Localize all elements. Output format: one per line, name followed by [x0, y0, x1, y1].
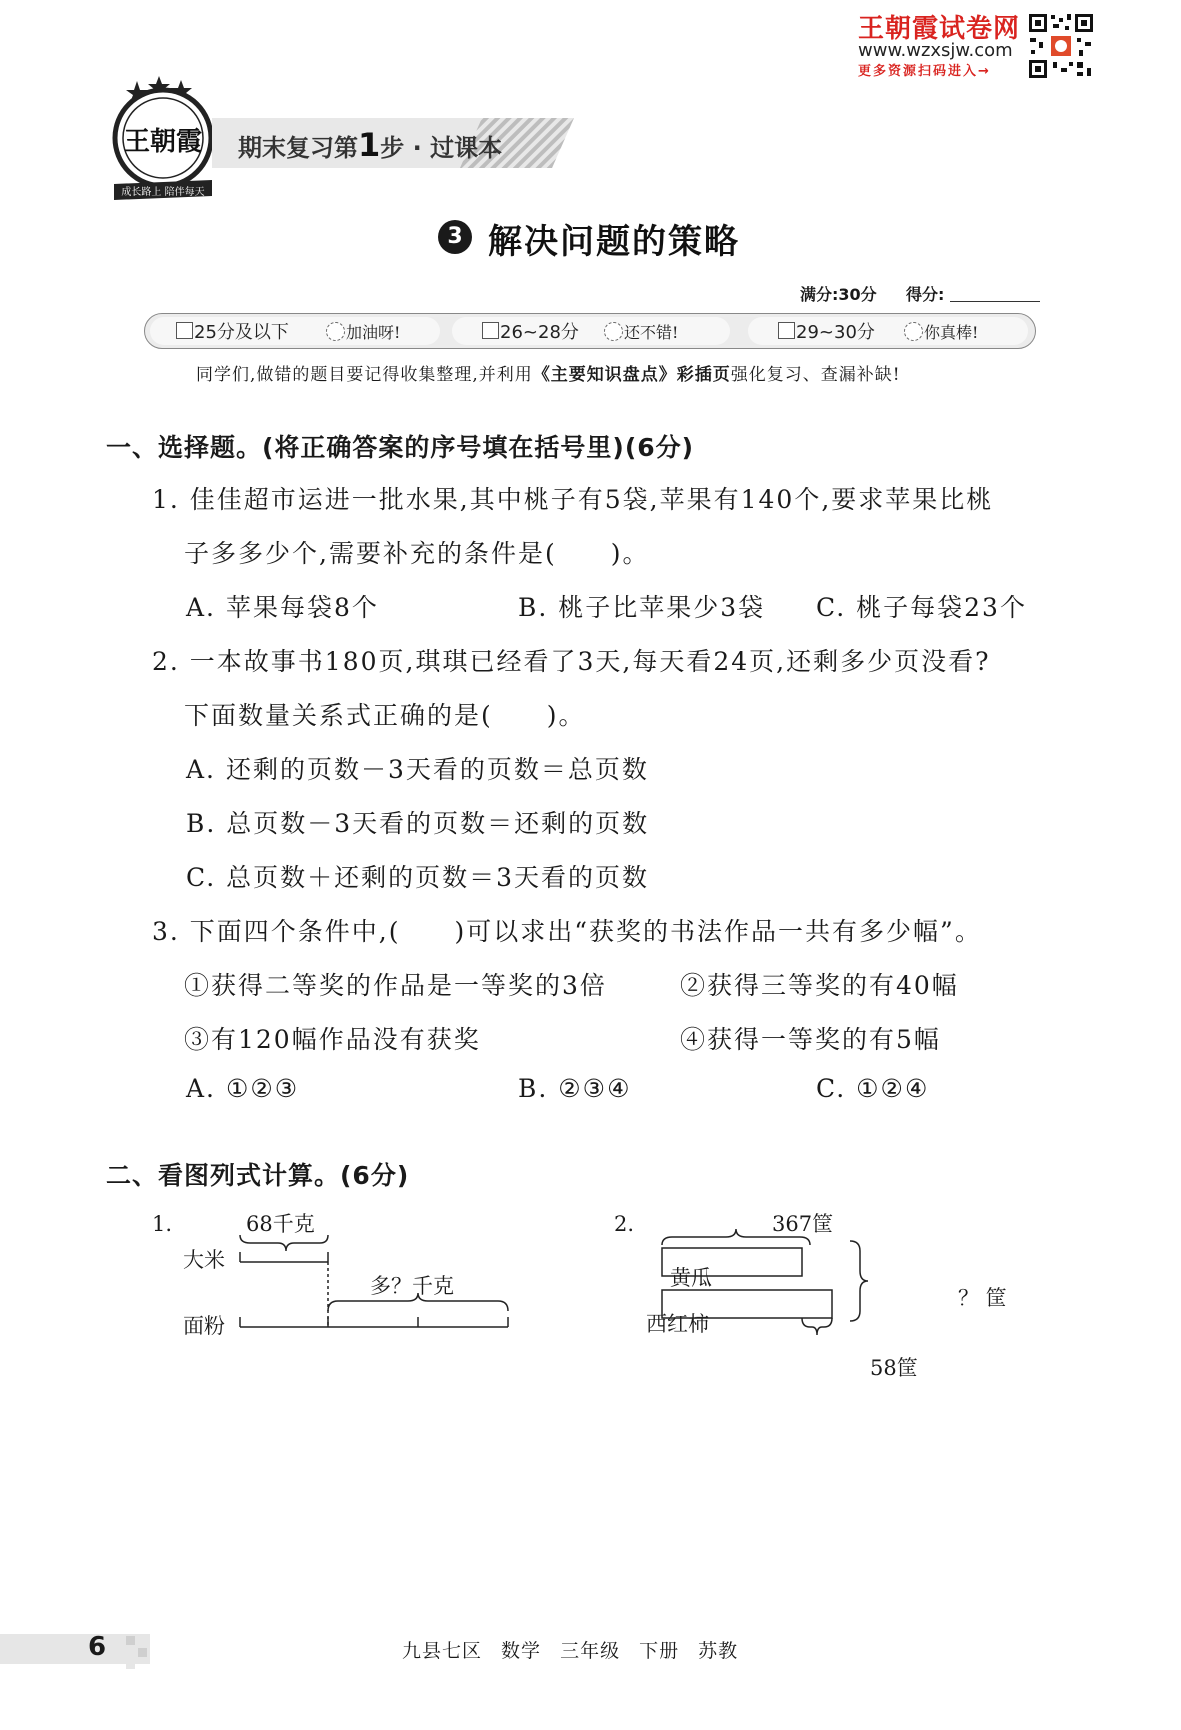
rating-cheer-2: 还不错! — [624, 323, 679, 342]
q2-option-a: A. 还剩的页数－3天看的页数＝总页数 — [186, 755, 649, 784]
rating-checkbox-1[interactable] — [176, 322, 193, 339]
q3-condition-1: ①获得二等奖的作品是一等奖的3倍 — [184, 971, 607, 1000]
rating-cheer-1: 加油呀! — [346, 323, 401, 342]
notice-text: 同学们,做错的题目要记得收集整理,并利用《主要知识盘点》彩插页强化复习、查漏补缺! — [196, 365, 901, 385]
diagram-1-flour-label: 面粉 — [183, 1314, 225, 1338]
q3-condition-3: ③有120幅作品没有获奖 — [184, 1025, 481, 1054]
diagram-2-tomato-bar — [662, 1290, 832, 1318]
qr-code-icon[interactable] — [1027, 12, 1095, 80]
score-label: 得分: — [906, 285, 945, 304]
diagram-2-right-brace — [850, 1241, 868, 1321]
diagram-1-question-brace — [328, 1293, 508, 1311]
footer-info: 九县七区 数学 三年级 下册 苏教 — [402, 1640, 739, 1662]
q3-option-b: B. ②③④ — [518, 1074, 632, 1103]
page-number: 6 — [88, 1632, 107, 1662]
brand-url[interactable]: www.wzxsjw.com — [858, 40, 1013, 61]
rating-range-1: 25分及以下 — [194, 322, 289, 343]
q2-option-c: C. 总页数＋还剩的页数＝3天看的页数 — [186, 863, 650, 892]
logo-name: 王朝霞 — [123, 127, 203, 157]
footer-decoration — [126, 1660, 135, 1669]
page-title: 解决问题的策略 — [488, 222, 740, 262]
section-2-title: 二、看图列式计算。(6分) — [106, 1161, 410, 1190]
wangzhaoxia-logo — [104, 76, 222, 208]
section-1-title: 一、选择题。(将正确答案的序号填在括号里)(6分) — [106, 433, 695, 462]
cheer-face-icon — [326, 322, 345, 341]
rating-checkbox-3[interactable] — [778, 322, 795, 339]
q3-condition-4: ④获得一等奖的有5幅 — [680, 1025, 941, 1054]
q1-line-1: 1. 佳佳超市运进一批水果,其中桃子有5袋,苹果有140个,要求苹果比桃 — [152, 485, 994, 514]
diagram-2-cucumber-bar — [662, 1248, 802, 1276]
q3-option-c: C. ①②④ — [816, 1074, 930, 1103]
score-blank[interactable] — [950, 301, 1040, 302]
diagram-2-cucumber-label: 黄瓜 — [670, 1266, 712, 1290]
q1-line-2: 子多多少个,需要补充的条件是( )。 — [184, 539, 650, 568]
diagram-1-question: 多？千克 — [370, 1274, 454, 1298]
q1-option-c: C. 桃子每袋23个 — [816, 593, 1027, 622]
diagram-1-number: 1. — [152, 1212, 173, 1236]
q2-line-1: 2. 一本故事书180页,琪琪已经看了3天,每天看24页,还剩多少页没看? — [152, 647, 991, 676]
rating-range-2: 26~28分 — [500, 322, 579, 343]
diagram-1-top-brace — [240, 1235, 328, 1251]
logo-motto: 成长路上 陪伴每天 — [121, 187, 205, 198]
diagram-2-cucumber-total: 367筐 — [772, 1212, 834, 1236]
diagram-2-bottom-brace — [802, 1318, 832, 1335]
diagram-1-rice-segment — [150, 1205, 328, 1262]
diagram-1-rice-label: 大米 — [183, 1248, 225, 1272]
line-segment-diagrams — [150, 1205, 1080, 1405]
diagram-2-question: ？ 筐 — [958, 1286, 1007, 1310]
q1-option-b: B. 桃子比苹果少3袋 — [518, 593, 766, 622]
q2-line-2: 下面数量关系式正确的是( )。 — [184, 701, 586, 730]
brand-name: 王朝霞试卷网 — [858, 14, 1021, 44]
full-score: 满分:30分 — [800, 285, 877, 304]
q2-option-b: B. 总页数－3天看的页数＝还剩的页数 — [186, 809, 650, 838]
rating-range-3: 29~30分 — [796, 322, 875, 343]
rating-cheer-3: 你真棒! — [924, 323, 979, 342]
lesson-number-badge: 3 — [438, 220, 472, 254]
diagram-2-top-brace — [662, 1229, 810, 1245]
diagram-2-tomato-label: 西红柿 — [646, 1312, 709, 1336]
rating-checkbox-2[interactable] — [482, 322, 499, 339]
q3-line-1: 3. 下面四个条件中,( )可以求出“获奖的书法作品一共有多少幅”。 — [152, 917, 982, 946]
brand-note: 更多资源扫码进入→ — [858, 64, 991, 79]
diagram-1-rice-total: 68千克 — [246, 1212, 315, 1236]
star-face-icon — [904, 322, 923, 341]
q1-option-a: A. 苹果每袋8个 — [186, 593, 379, 622]
header-step-title: 期末复习第1步 · 过课本 — [238, 126, 503, 164]
diagram-1-flour-segment — [240, 1317, 508, 1327]
diagram-2-number: 2. — [614, 1212, 635, 1236]
diagram-2-difference: 58筐 — [870, 1356, 918, 1380]
footer-decoration — [126, 1636, 135, 1645]
q3-option-a: A. ①②③ — [186, 1074, 300, 1103]
q3-condition-2: ②获得三等奖的有40幅 — [680, 971, 959, 1000]
footer-decoration — [138, 1648, 147, 1657]
smile-face-icon — [604, 322, 623, 341]
